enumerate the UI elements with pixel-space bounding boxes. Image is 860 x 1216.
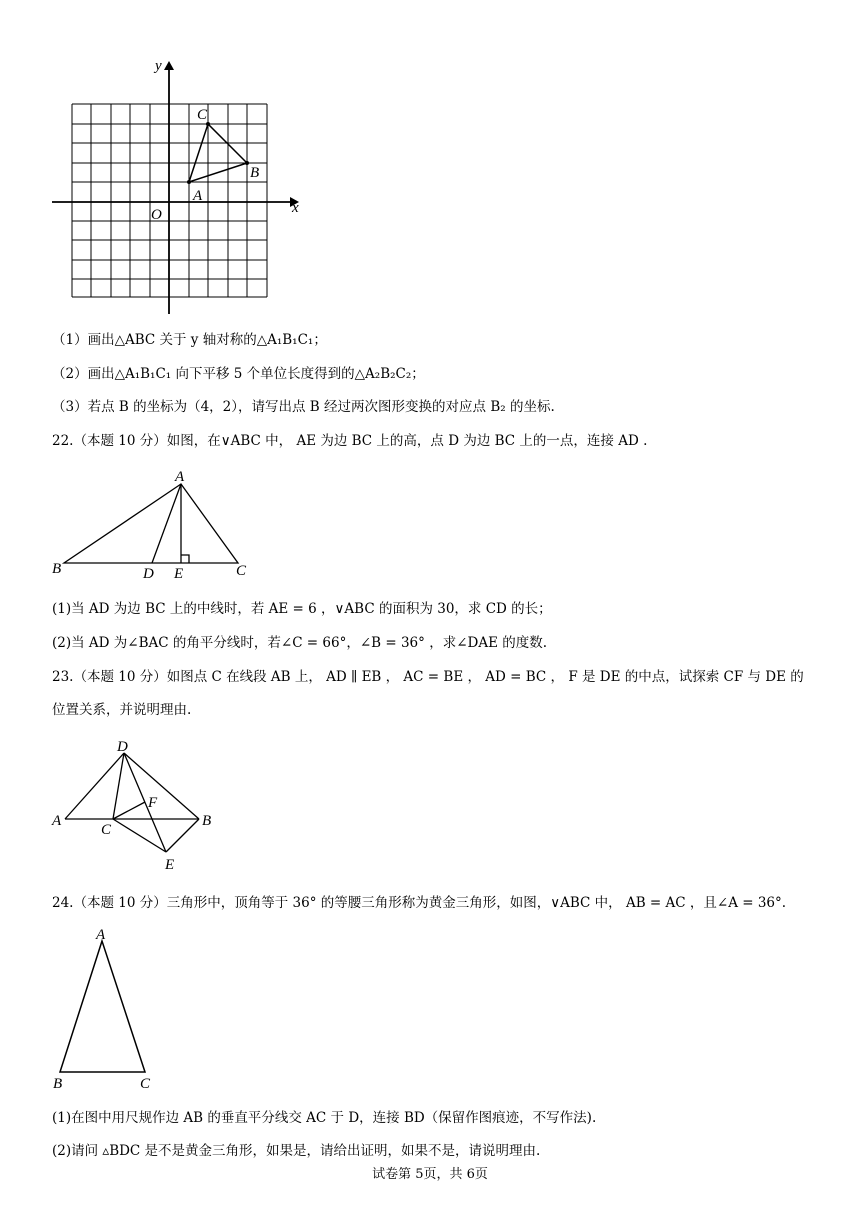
y-axis-label: y <box>155 58 162 74</box>
page-footer: 试卷第 5页，共 6页 <box>372 1167 488 1182</box>
origin-label: O <box>151 207 162 223</box>
q21-part1: （1）画出△ABC 关于 y 轴对称的△A₁B₁C₁； <box>52 332 327 348</box>
q22-title: 22.（本题 10 分）如图，在∨ABC 中， AE 为边 BC 上的高，点 D 为边 BC 上的一点，连接 AD . <box>52 433 648 449</box>
q24-part2: (2)请问 ▵BDC 是不是黄金三角形，如果是，请给出证明，如果不是，请说明理由. <box>52 1143 541 1159</box>
label-c: C <box>101 822 112 838</box>
label-a: A <box>193 188 203 204</box>
label-a: A <box>96 927 106 943</box>
label-d: D <box>143 566 154 582</box>
label-b: B <box>52 561 62 577</box>
label-c: C <box>236 563 247 579</box>
q24-title: 24.（本题 10 分）三角形中，顶角等于 36° 的等腰三角形称为黄金三角形，如图，∨ABC 中， AB = AC ，且∠A = 36°. <box>52 895 787 911</box>
triangle-abc <box>60 941 145 1072</box>
label-b: B <box>250 165 260 181</box>
label-a: A <box>175 469 185 485</box>
label-a: A <box>52 813 62 829</box>
q23-title-line2: 位置关系，并说明理由. <box>52 702 192 718</box>
q23-title-line1: 23.（本题 10 分）如图点 C 在线段 AB 上， AD ∥ EB ， AC = BE ， AD = BC ， F 是 DE 的中点，试探索 CF 与 DE 的 <box>52 669 804 685</box>
label-e: E <box>174 566 184 582</box>
label-c: C <box>140 1076 151 1092</box>
q22-part2: (2)当 AD 为∠BAC 的角平分线时，若∠C = 66°，∠B = 36° ，求∠DAE 的度数. <box>52 635 548 651</box>
q24-part1: (1)在图中用尺规作边 AB 的垂直平分线交 AC 于 D，连接 BD（保留作图痕迹，不写作法). <box>52 1110 597 1126</box>
label-b: B <box>53 1076 63 1092</box>
q22-part1: (1)当 AD 为边 BC 上的中线时，若 AE = 6 ，∨ABC 的面积为 30，求 CD 的长； <box>52 601 552 617</box>
label-e: E <box>165 857 175 873</box>
label-c: C <box>197 107 208 123</box>
label-b: B <box>202 813 212 829</box>
label-d: D <box>117 739 128 755</box>
label-f: F <box>148 795 158 811</box>
q21-part3: （3）若点 B 的坐标为（4，2），请写出点 B 经过两次图形变换的对应点 B₂ 的坐标. <box>52 399 555 415</box>
q21-part2: （2）画出△A₁B₁C₁ 向下平移 5 个单位长度得到的△A₂B₂C₂； <box>52 366 425 382</box>
x-axis-label: x <box>292 200 299 216</box>
